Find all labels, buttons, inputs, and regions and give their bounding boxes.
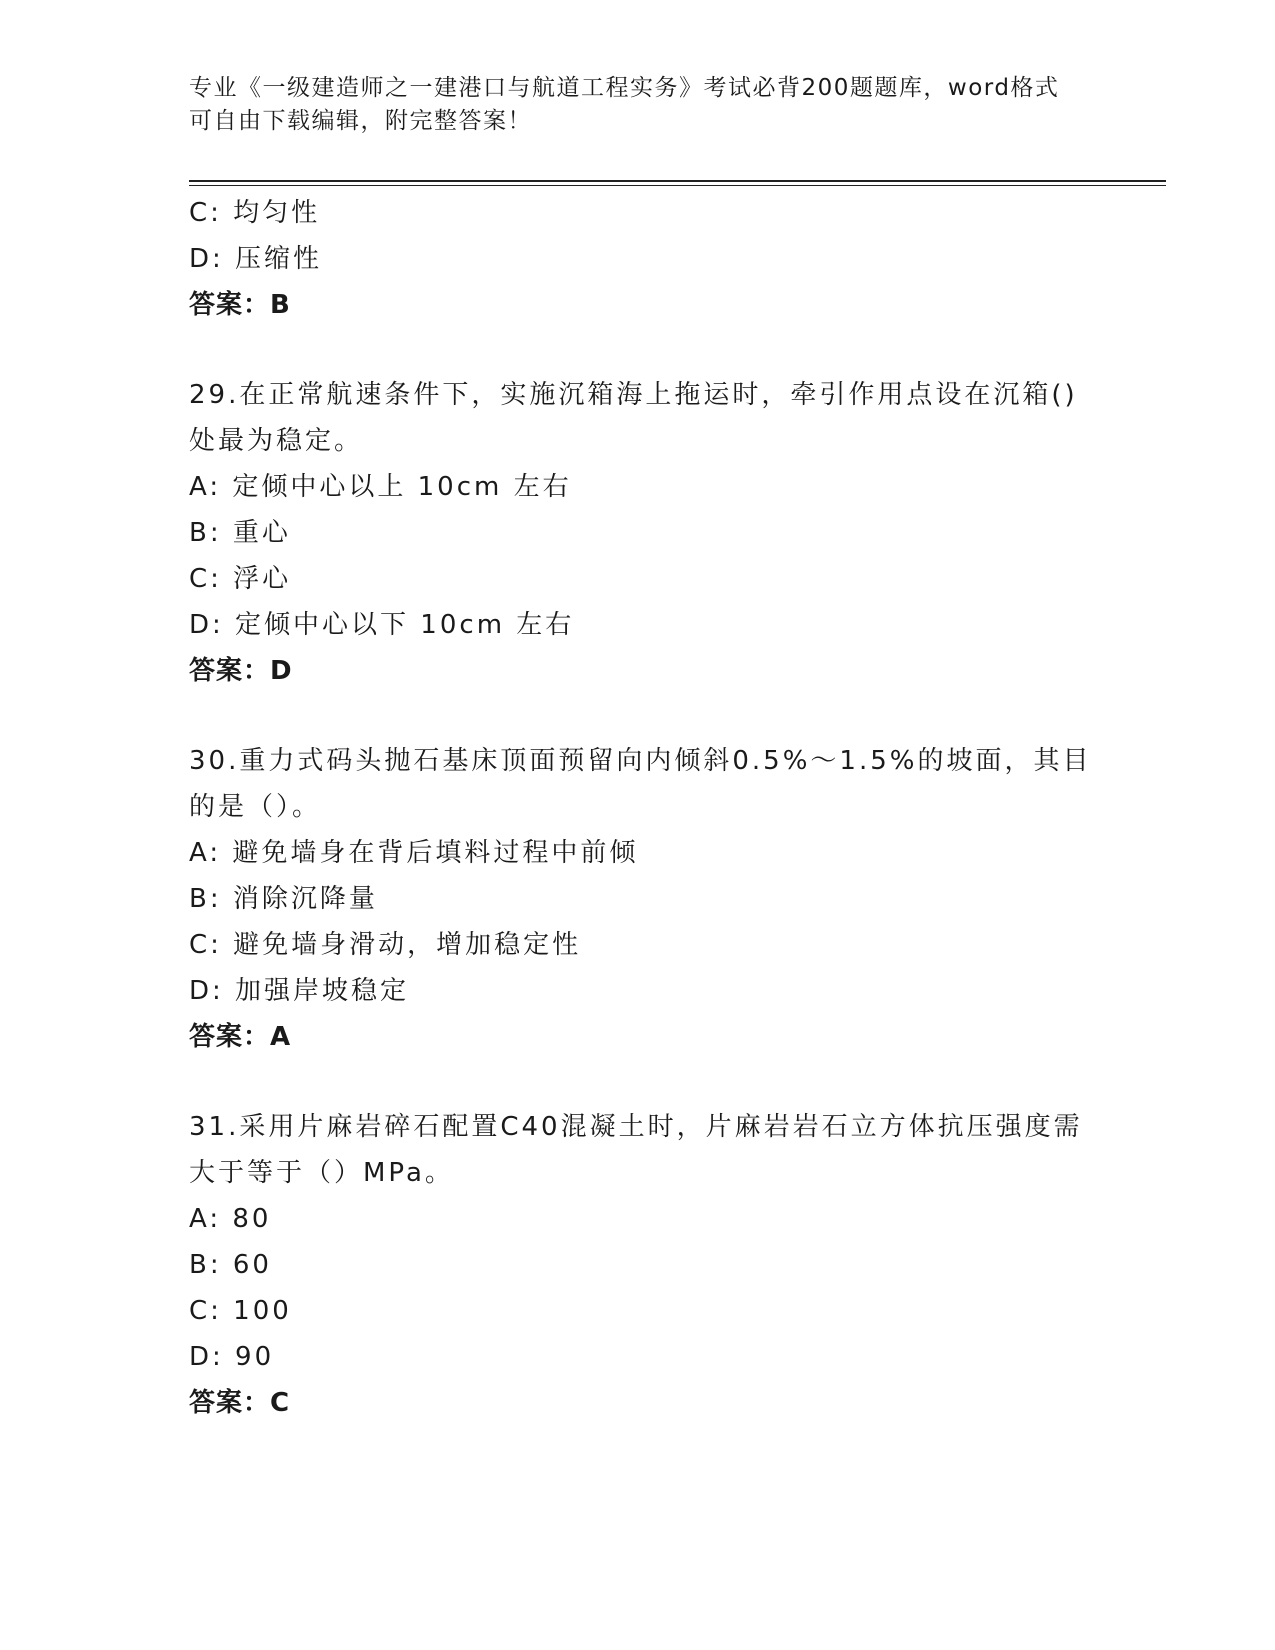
question-31 [189,1104,1089,1426]
option-c: C: 均匀性 [189,198,321,228]
answer-label: 答案：C [189,1388,291,1418]
header-divider-thin [189,185,1166,186]
spacer [189,694,1089,738]
question-28-tail [189,190,1089,328]
document-header [189,72,1069,138]
option-c: C: 避免墙身滑动，增加稳定性 [189,930,582,960]
header-line-2: 可自由下载编辑，附完整答案！ [189,108,532,134]
question-stem: 29.在正常航速条件下，实施沉箱海上拖运时，牵引作用点设在沉箱() [189,380,1078,410]
option-b: B: 消除沉降量 [189,884,378,914]
answer-label: 答案：D [189,656,293,686]
question-stem-cont: 的是（）。 [189,792,322,822]
header-divider-thick [189,180,1166,182]
option-d: D: 90 [189,1342,275,1372]
question-30 [189,738,1092,1060]
answer-label: 答案：B [189,290,291,320]
question-29 [189,372,1089,694]
option-d: D: 定倾中心以下 10cm 左右 [189,610,575,640]
question-list [189,190,1092,1426]
option-a: A: 避免墙身在背后填料过程中前倾 [189,838,639,868]
option-d: D: 压缩性 [189,244,323,274]
answer-label: 答案：A [189,1022,292,1052]
spacer [189,328,1089,372]
option-a: A: 定倾中心以上 10cm 左右 [189,472,572,502]
option-c: C: 100 [189,1296,292,1326]
question-stem: 30.重力式码头抛石基床顶面预留向内倾斜0.5%～1.5%的坡面，其目 [189,746,1092,776]
question-stem: 31.采用片麻岩碎石配置C40混凝土时，片麻岩岩石立方体抗压强度需 [189,1112,1083,1142]
spacer [189,1060,1089,1104]
question-stem-cont: 处最为稳定。 [189,426,364,456]
option-c: C: 浮心 [189,564,292,594]
option-a: A: 80 [189,1204,272,1234]
option-d: D: 加强岸坡稳定 [189,976,410,1006]
question-stem-cont: 大于等于（）MPa。 [189,1158,454,1188]
option-b: B: 60 [189,1250,272,1280]
option-b: B: 重心 [189,518,291,548]
header-line-1: 专业《一级建造师之一建港口与航道工程实务》考试必背200题题库，word格式 [189,75,1060,101]
